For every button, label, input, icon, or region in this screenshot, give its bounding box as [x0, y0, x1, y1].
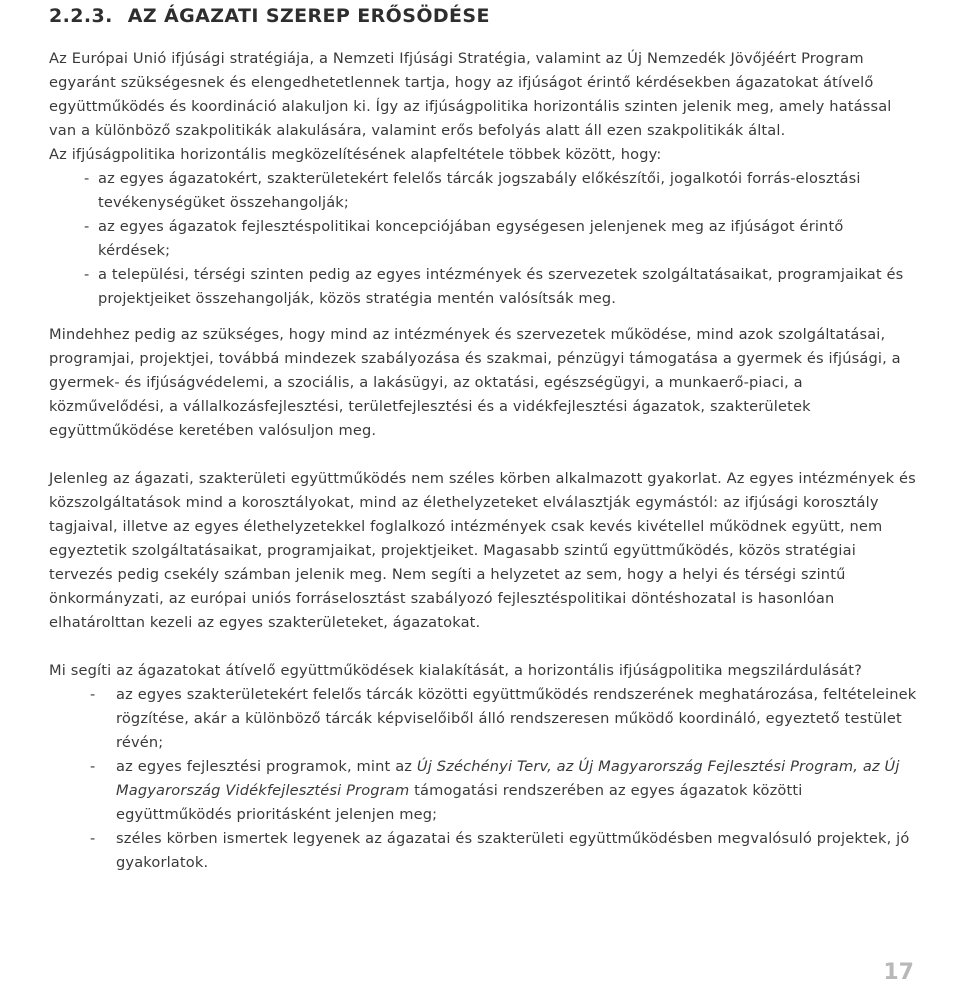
requirements-list: [49, 167, 919, 311]
document-page: [49, 4, 919, 875]
list-dash: -: [90, 686, 96, 703]
list-item: [49, 683, 919, 755]
list-item: [49, 755, 919, 827]
list-item-text: támogatási rendszerében az egyes ágazatok közötti együttműködés prioritásként jelenjen meg;: [116, 782, 803, 823]
list-dash: -: [90, 830, 96, 847]
section-heading: [49, 4, 919, 28]
list-item: [49, 827, 919, 875]
page-number: 17: [883, 960, 914, 985]
list-item-text: az egyes fejlesztési programok, mint az: [116, 758, 417, 775]
intro-lead: Az ifjúságpolitika horizontális megközelítésének alapfeltétele többek között, hogy:: [49, 146, 662, 163]
list-dash: -: [90, 758, 96, 775]
answers-list: [49, 683, 919, 875]
list-item-text: a települési, térségi szinten pedig az egyes intézmények és szervezetek szolgáltatásaikat, programjaikat és projektjeiket összehangolják, közös stratégia mentén valósítsák meg.: [98, 266, 904, 307]
program-names: Új Széchényi Terv, az Új Magyarország Fejlesztési Program, az Új Magyarország Vidékfejlesztési Program: [116, 758, 900, 799]
question-paragraph: Mi segíti az ágazatokat átívelő együttműködések kialakítását, a horizontális ifjúságpolitika megszilárdulását?: [49, 662, 863, 679]
paragraph-jelenleg: Jelenleg az ágazati, szakterületi együttműködés nem széles körben alkalmazott gyakorlat. Az egyes intézmények és közszolgáltatások mind a korosztályokat, mind az élethelyzeteket elválasztják egymástól: az ifjúsági korosztály tagjaival, illetve az egyes élethelyzetekkel foglalkozó intézmények csak kevés kivétellel működnek együtt, nem egyeztetik szolgáltatásaikat, programjaikat, projektjeiket. Magasabb szintű együttműködés, közös stratégiai tervezés pedig csekély számban jelenik meg. Nem segíti a helyzetet az sem, hogy a helyi és térségi szintű önkormányzati, az európai uniós forráselosztást szabályozó fejlesztéspolitikai döntéshozatal is hasonlóan elhatárolttan kezeli az egyes szakterületeket, ágazatokat.: [49, 470, 916, 631]
list-dash: -: [84, 266, 90, 283]
section-number: 2.2.3.: [49, 5, 113, 27]
list-item: [49, 263, 919, 311]
body-text: [49, 47, 919, 875]
list-item-text: széles körben ismertek legyenek az ágazatai és szakterületi együttműködésben megvalósuló projektek, jó gyakorlatok.: [116, 830, 910, 871]
list-item-text: az egyes szakterületekért felelős tárcák közötti együttműködés rendszerének meghatározása, feltételeinek rögzítése, akár a különböző tárcák képviselőiből álló rendszeresen működő koordináló, egyeztető testület révén;: [116, 686, 917, 751]
list-item: [49, 167, 919, 215]
list-item: [49, 215, 919, 263]
list-dash: -: [84, 170, 90, 187]
paragraph-mindehhez: Mindehhez pedig az szükséges, hogy mind az intézmények és szervezetek működése, mind azok szolgáltatásai, programjai, projektjei, továbbá mindezek szabályozása és szakmai, pénzügyi támogatása a gyermek és ifjúsági, a gyermek- és ifjúságvédelemi, a szociális, a lakásügyi, az oktatási, egészségügyi, a munkaerő-piaci, a közművelődési, a vállalkozásfejlesztési, területfejlesztési és a vidékfejlesztési ágazatok, szakterületek együttműködése keretében valósuljon meg.: [49, 326, 901, 439]
intro-paragraph: Az Európai Unió ifjúsági stratégiája, a Nemzeti Ifjúsági Stratégia, valamint az Új Nemzedék Jövőjéért Program egyaránt szükségesnek és elengedhetetlennek tartja, hogy az ifjúságot érintő kérdésekben ágazatokat átívelő együttműködés és koordináció alakuljon ki. Így az ifjúságpolitika horizontális szinten jelenik meg, amely hatással van a különböző szakpolitikák alakulására, valamint erős befolyás alatt áll ezen szakpolitikák által.: [49, 50, 892, 139]
list-item-text: az egyes ágazatok fejlesztéspolitikai koncepciójában egységesen jelenjenek meg az ifjúságot érintő kérdések;: [98, 218, 844, 259]
list-dash: -: [84, 218, 90, 235]
list-item-text: az egyes ágazatokért, szakterületekért felelős tárcák jogszabály előkészítői, jogalkotói forrás-elosztási tevékenységüket összehangolják;: [98, 170, 861, 211]
section-title: AZ ÁGAZATI SZEREP ERŐSÖDÉSE: [127, 5, 490, 27]
